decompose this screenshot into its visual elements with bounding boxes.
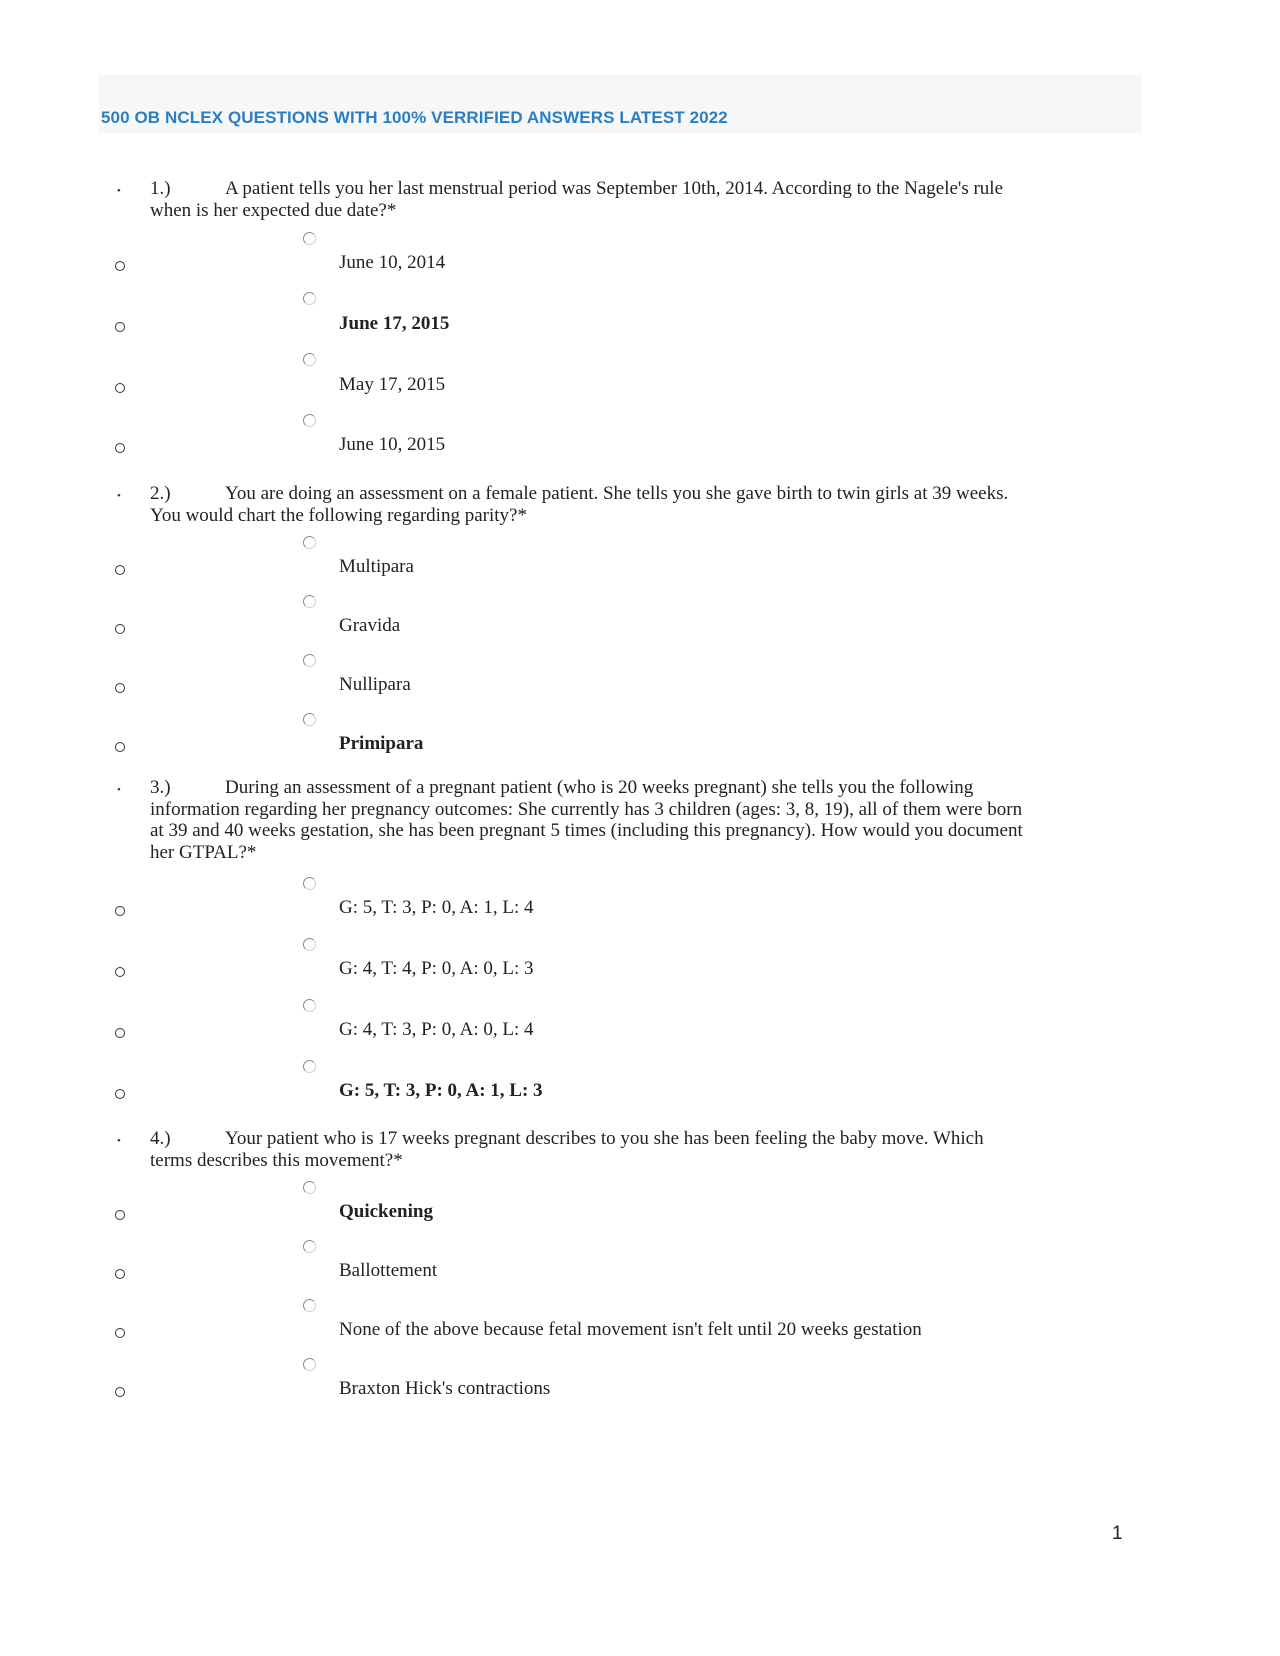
list-bullet	[115, 967, 125, 977]
answer-option: Gravida	[339, 615, 401, 636]
radio-button[interactable]	[303, 1358, 316, 1371]
question-bullet: •	[117, 1135, 121, 1147]
radio-button[interactable]	[303, 1060, 316, 1073]
answer-option: Multipara	[339, 556, 414, 577]
question-number: 3.)	[150, 777, 171, 798]
list-bullet	[115, 322, 125, 332]
radio-button[interactable]	[303, 536, 316, 549]
radio-button[interactable]	[303, 938, 316, 951]
answer-option: Nullipara	[339, 674, 411, 695]
list-bullet	[115, 383, 125, 393]
answer-option-correct: Primipara	[339, 733, 424, 754]
radio-button[interactable]	[303, 877, 316, 890]
radio-button[interactable]	[303, 232, 316, 245]
list-bullet	[115, 624, 125, 634]
question-number: 4.)	[150, 1128, 171, 1149]
question-number: 1.)	[150, 178, 171, 199]
radio-button[interactable]	[303, 1299, 316, 1312]
answer-option: None of the above because fetal movement isn't felt until 20 weeks gestation	[339, 1319, 922, 1340]
document-title: 500 OB NCLEX QUESTIONS WITH 100% VERRIFIED ANSWERS LATEST 2022	[101, 108, 728, 127]
radio-button[interactable]	[303, 999, 316, 1012]
answer-option-correct: Quickening	[339, 1201, 433, 1222]
radio-button[interactable]	[303, 654, 316, 667]
answer-option: G: 5, T: 3, P: 0, A: 1, L: 4	[339, 897, 534, 918]
answer-option: June 10, 2014	[339, 252, 446, 273]
question-text: 1.) A patient tells you her last menstrual period was September 10th, 2014. According to the Nagele's rule when is her expected due date?*	[150, 178, 1004, 221]
list-bullet	[115, 1089, 125, 1099]
answer-option: Braxton Hick's contractions	[339, 1378, 551, 1399]
question-text: 2.) You are doing an assessment on a female patient. She tells you she gave birth to twin girls at 39 weeks. You would chart the following regarding parity?*	[150, 483, 1009, 526]
list-bullet	[115, 742, 125, 752]
list-bullet	[115, 443, 125, 453]
list-bullet	[115, 683, 125, 693]
question-bullet: •	[117, 784, 121, 796]
answer-option-correct: June 17, 2015	[339, 313, 450, 334]
answer-option: Ballottement	[339, 1260, 438, 1281]
page-number: 1	[1112, 1523, 1123, 1544]
question-bullet: •	[117, 185, 121, 197]
list-bullet	[115, 1210, 125, 1220]
list-bullet	[115, 1328, 125, 1338]
radio-button[interactable]	[303, 414, 316, 427]
list-bullet	[115, 1269, 125, 1279]
answer-option: June 10, 2015	[339, 434, 446, 455]
question-number: 2.)	[150, 483, 171, 504]
answer-option: May 17, 2015	[339, 374, 446, 395]
radio-button[interactable]	[303, 1181, 316, 1194]
list-bullet	[115, 565, 125, 575]
list-bullet	[115, 261, 125, 271]
radio-button[interactable]	[303, 713, 316, 726]
question-text: 4.) Your patient who is 17 weeks pregnant describes to you she has been feeling the baby move. Which terms describes this movement?*	[150, 1128, 984, 1171]
radio-button[interactable]	[303, 1240, 316, 1253]
question-bullet: •	[117, 490, 121, 502]
answer-option-correct: G: 5, T: 3, P: 0, A: 1, L: 3	[339, 1080, 543, 1101]
radio-button[interactable]	[303, 353, 316, 366]
answer-option: G: 4, T: 4, P: 0, A: 0, L: 3	[339, 958, 534, 979]
radio-button[interactable]	[303, 292, 316, 305]
list-bullet	[115, 906, 125, 916]
radio-button[interactable]	[303, 595, 316, 608]
list-bullet	[115, 1028, 125, 1038]
question-text: 3.) During an assessment of a pregnant patient (who is 20 weeks pregnant) she tells you the following information regarding her pregnancy outcomes: She currently has 3 children (ages: 3, 8, 19), all of them were born at 39 and 40 weeks gestation, she has been pregnant 5 times (including this pregnancy). How would you document her GTPAL?*	[150, 777, 1023, 863]
list-bullet	[115, 1387, 125, 1397]
answer-option: G: 4, T: 3, P: 0, A: 0, L: 4	[339, 1019, 534, 1040]
